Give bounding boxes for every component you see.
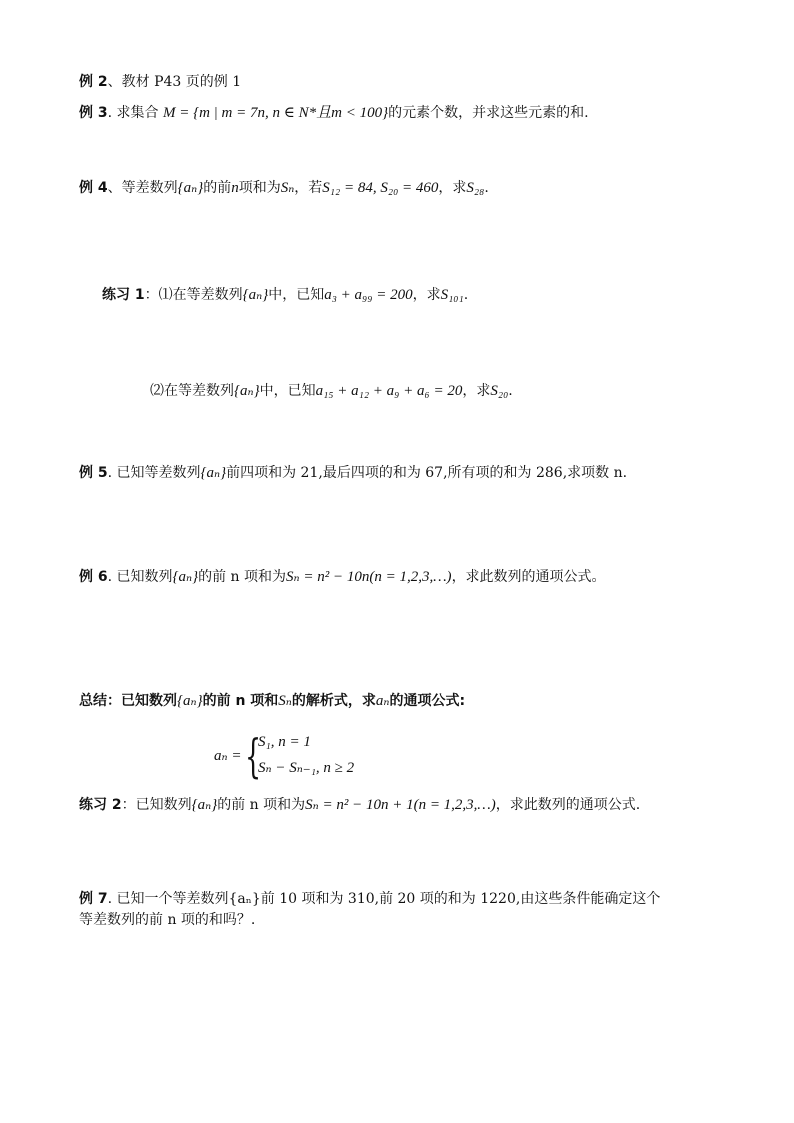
example-3-question: 的元素个数，并求这些元素的和.	[388, 105, 589, 121]
practice-1-label: 练习 1	[102, 287, 145, 303]
summary-sequence: {aₙ}	[177, 693, 203, 709]
example-2	[79, 72, 241, 92]
example-7-line-1	[79, 889, 660, 909]
piecewise-case-1: S₁, n = 1	[258, 734, 311, 750]
practice-2-text: 的前 n 项和为	[217, 797, 306, 813]
example-6-sequence: {aₙ}	[172, 569, 199, 585]
practice-1-part-2	[150, 381, 513, 401]
practice-1b-condition: a₁₅ + a₁₂ + a₉ + a₆ = 20	[315, 383, 463, 399]
example-7-text-1: . 已知一个等差数列{aₙ}前 10 项和为 310,前 20 项的和为 1220,由这些条件能确定这个	[107, 891, 661, 907]
example-5-intro: . 已知等差数列	[107, 465, 201, 481]
summary-sn: Sₙ	[278, 693, 292, 709]
example-4	[79, 178, 489, 198]
practice-2	[79, 795, 640, 815]
example-4-text-3: ，若	[294, 180, 323, 196]
example-6-question: ，求此数列的通项公式。	[451, 569, 606, 585]
left-brace-symbol: {	[245, 729, 262, 783]
practice-1-part-1	[102, 285, 468, 305]
example-2-text: 、教材 P43 页的例 1	[107, 74, 242, 90]
example-4-target: S₂₈	[466, 180, 485, 196]
practice-1-target: S₁₀₁	[440, 287, 464, 303]
example-4-end: .	[484, 180, 489, 196]
example-5-label: 例 5	[79, 465, 108, 481]
example-6-formula: Sₙ = n² − 10n(n = 1,2,3,…)	[286, 569, 452, 585]
practice-1-intro: 在等差数列	[172, 287, 243, 303]
practice-1b-target: S₂₀	[490, 383, 509, 399]
summary-text-2: 的解析式，求	[291, 693, 376, 709]
summary-text: 的前 n 项和	[202, 693, 279, 709]
example-3-label: 例 3	[79, 105, 108, 121]
example-6-label: 例 6	[79, 569, 108, 585]
practice-2-label: 练习 2	[79, 797, 122, 813]
summary-intro: ：已知数列	[107, 693, 177, 709]
practice-1-condition: a₃ + a₉₉ = 200	[324, 287, 413, 303]
example-6	[79, 567, 606, 587]
practice-1b-intro: 在等差数列	[164, 383, 234, 399]
practice-1b-text-2: ，求	[462, 383, 491, 399]
example-4-text-1: 的前	[203, 180, 232, 196]
example-4-label: 例 4	[79, 180, 108, 196]
example-4-text-4: ，求	[438, 180, 467, 196]
practice-2-intro: ：已知数列	[121, 797, 192, 813]
example-5-question: 前四项和为 21,最后四项的和为 67,所有项的和为 286,求项数 n.	[226, 465, 628, 481]
example-6-intro: . 已知数列	[107, 569, 173, 585]
practice-1b-num: ⑵	[150, 383, 164, 399]
example-4-text-2: 项和为	[238, 180, 281, 196]
practice-1-text-2: ，求	[412, 287, 441, 303]
summary-end: 的通项公式:	[389, 693, 466, 709]
practice-2-question: ，求此数列的通项公式.	[495, 797, 641, 813]
practice-1-end: .	[463, 287, 469, 303]
practice-1b-sequence: {aₙ}	[234, 383, 260, 399]
example-5	[79, 463, 627, 483]
practice-1b-text: 中，已知	[259, 383, 316, 399]
example-4-sequence: {aₙ}	[177, 180, 204, 196]
example-3	[79, 103, 589, 123]
example-3-intro: . 求集合	[107, 105, 159, 121]
example-4-sn: Sₙ	[280, 180, 295, 196]
practice-1-text: 中，已知	[268, 287, 325, 303]
example-4-intro: 、等差数列	[107, 180, 178, 196]
practice-1-colon: ：	[144, 287, 159, 303]
piecewise-case-2: Sₙ − Sₙ₋₁, n ≥ 2	[258, 760, 355, 776]
example-6-text: 的前 n 项和为	[198, 569, 287, 585]
practice-1-sequence: {aₙ}	[242, 287, 269, 303]
practice-1b-end: .	[508, 383, 513, 399]
example-7-label: 例 7	[79, 891, 108, 907]
example-2-label: 例 2	[79, 74, 108, 90]
summary	[79, 691, 465, 711]
practice-2-sequence: {aₙ}	[191, 797, 218, 813]
example-4-n: n	[231, 180, 239, 196]
summary-an: aₙ	[375, 693, 390, 709]
piecewise-lhs: aₙ =	[214, 748, 242, 764]
practice-1-num: ⑴	[158, 287, 173, 303]
example-5-sequence: {aₙ}	[200, 465, 227, 481]
example-4-condition: S₁₂ = 84, S₂₀ = 460	[322, 180, 439, 196]
example-3-set: M = {m | m = 7n, n ∈ N*且m < 100}	[162, 105, 389, 121]
example-7-line-2: 等差数列的前 n 项的和吗？.	[79, 912, 256, 928]
summary-label: 总结	[79, 693, 107, 709]
practice-2-formula: Sₙ = n² − 10n + 1(n = 1,2,3,…)	[305, 797, 496, 813]
